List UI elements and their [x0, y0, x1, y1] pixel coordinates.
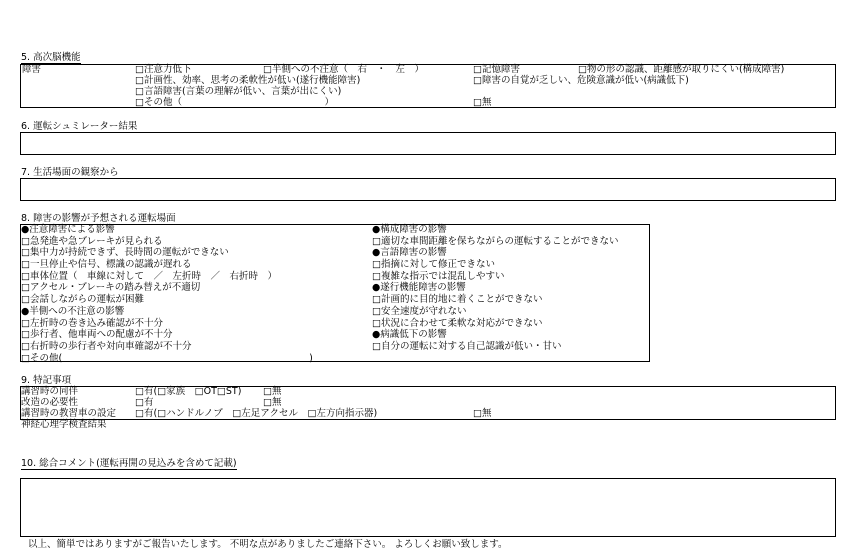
list-item[interactable]: □安全速度が守れない: [372, 305, 467, 317]
row-label: 改造の必要性: [21, 397, 79, 408]
list-item[interactable]: □会話しながらの運転が困難: [21, 294, 144, 306]
section-8-left-list: [21, 224, 313, 364]
checkbox-language[interactable]: □言語障害(言葉の理解が低い、言葉が出にくい): [135, 86, 342, 97]
list-item[interactable]: □計画的に目的地に着くことができない: [372, 294, 543, 306]
checkbox-other[interactable]: □その他（ ）: [135, 97, 334, 108]
list-item[interactable]: □車体位置（ 車線に対して ／ 左折時 ／ 右折時 ）: [21, 270, 277, 282]
list-item[interactable]: □指摘に対して修正できない: [372, 259, 495, 271]
list-item[interactable]: □アクセル・ブレーキの踏み替えが不適切: [21, 282, 201, 294]
list-item[interactable]: □右折時の歩行者や対向車確認が不十分: [21, 340, 192, 352]
footer-text: 以上、簡単ではありますがご報告いたします。 不明な点がありましたご連絡下さい。 よろしくお願い致します。: [28, 539, 508, 550]
list-item[interactable]: □一旦停止や信号、標識の認識が遅れる: [21, 259, 192, 271]
list-item[interactable]: □歩行者、他車両への配慮が不十分: [21, 329, 173, 341]
list-item: ●言語障害の影響: [372, 247, 447, 259]
list-item: ●病識低下の影響: [372, 329, 447, 341]
option-modification[interactable]: □有: [135, 397, 154, 408]
section-8-title: 8. 障害の影響が予想される運転場面: [21, 213, 176, 224]
list-item[interactable]: □自分の運転に対する自己認識が低い・甘い: [372, 340, 562, 352]
simulator-result-field[interactable]: [20, 132, 836, 155]
list-item[interactable]: □その他( ): [21, 352, 313, 364]
section-5-label: 障害: [22, 64, 42, 75]
row-label: 講習時の教習車の設定: [21, 408, 117, 419]
section-7-title: 7. 生活場面の観察から: [21, 167, 119, 178]
section-9-labels: [21, 386, 116, 430]
option-accompany[interactable]: □有(□家族 □OT□ST): [135, 386, 242, 397]
list-item: ●半側への不注意の影響: [21, 305, 125, 317]
option-modification-none[interactable]: □無: [263, 397, 282, 408]
list-item[interactable]: □左折時の巻き込み確認が不十分: [21, 317, 163, 329]
list-item[interactable]: □適切な車間距離を保ちながらの運転することができない: [372, 235, 619, 247]
checkbox-none[interactable]: □無: [473, 97, 492, 108]
row-label: 神経心理学検査結果: [21, 419, 107, 430]
checkbox-memory[interactable]: □記憶障害: [473, 64, 520, 75]
row-label: 講習時の同伴: [21, 386, 79, 397]
checkbox-attention[interactable]: □注意力低下: [135, 64, 192, 75]
checkbox-anosognosia[interactable]: □障害の自覚が乏しい、危険意識が低い(病識低下): [473, 75, 689, 86]
section-9-options: [135, 386, 377, 419]
option-accompany-none[interactable]: □無: [263, 386, 282, 397]
checkbox-constructional[interactable]: □物の形の認識、距離感が取りにくい(構成障害): [578, 64, 785, 75]
section-8-right-list: [372, 224, 618, 353]
option-vehicle-setup[interactable]: □有(□ハンドルノブ □左足アクセル □左方向指示器): [135, 408, 378, 419]
checkbox-executive[interactable]: □計画性、効率、思考の柔軟性が低い(遂行機能障害): [135, 75, 361, 86]
section-10-title: 10. 総合コメント(運転再開の見込みを含めて記載): [21, 458, 237, 469]
list-item[interactable]: □状況に合わせて柔軟な対応ができない: [372, 317, 543, 329]
list-item[interactable]: □集中力が持続できず、長時間の運転ができない: [21, 247, 229, 259]
section-5-title: 5. 高次脳機能: [21, 52, 81, 63]
list-item: ●遂行機能障害の影響: [372, 282, 466, 294]
list-item: ●構成障害の影響: [372, 224, 447, 235]
option-vehicle-setup-none[interactable]: □無: [473, 408, 492, 419]
observation-field[interactable]: [20, 178, 836, 201]
overall-comment-field[interactable]: [20, 478, 836, 537]
list-item[interactable]: □複雑な指示では混乱しやすい: [372, 270, 505, 282]
checkbox-hemispatial-neglect[interactable]: □半側への不注意（ 右 ・ 左 ）: [263, 64, 424, 75]
list-item[interactable]: □急発進や急ブレーキが見られる: [21, 235, 163, 247]
list-item: ●注意障害による影響: [21, 224, 115, 235]
section-6-title: 6. 運転シュミレーター結果: [21, 121, 138, 132]
section-9-title: 9. 特記事項: [21, 375, 72, 386]
